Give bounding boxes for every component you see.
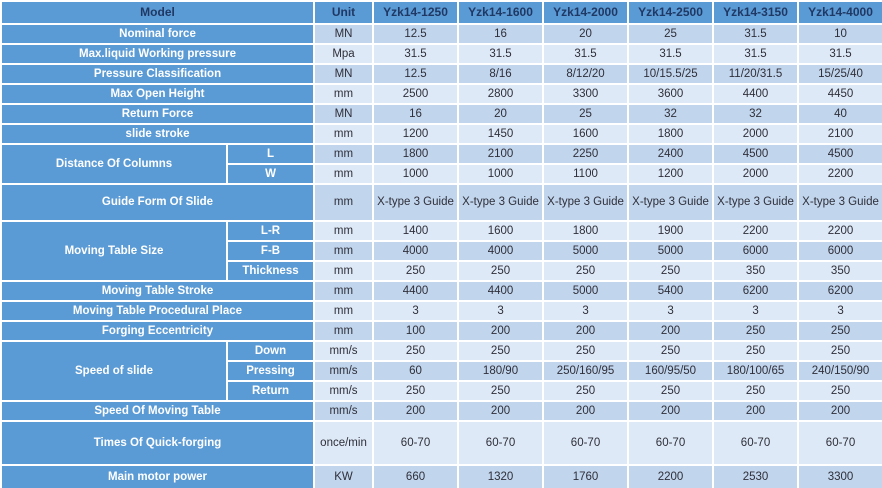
unit-cell: mm xyxy=(314,241,373,261)
value-cell: 6200 xyxy=(798,281,882,301)
value-cell: 250 xyxy=(713,321,798,341)
value-cell: 200 xyxy=(458,321,543,341)
table-header xyxy=(1,1,882,24)
value-cell: 60-70 xyxy=(628,421,713,465)
value-cell: X-type 3 Guide xyxy=(543,184,628,221)
table-row xyxy=(1,144,882,164)
value-cell: 40 xyxy=(798,104,882,124)
value-cell: 250/160/95 xyxy=(543,361,628,381)
value-cell: 1800 xyxy=(373,144,458,164)
value-cell: 1600 xyxy=(458,221,543,241)
column-header-yzk14-1600: Yzk14-1600 xyxy=(458,1,543,24)
value-cell: 250 xyxy=(543,381,628,401)
value-cell: 1900 xyxy=(628,221,713,241)
table-row xyxy=(1,281,882,301)
value-cell: 5400 xyxy=(628,281,713,301)
value-cell: 60-70 xyxy=(713,421,798,465)
unit-cell: mm xyxy=(314,261,373,281)
value-cell: 250 xyxy=(713,341,798,361)
value-cell: 60-70 xyxy=(543,421,628,465)
value-cell: 1800 xyxy=(628,124,713,144)
value-cell: 2200 xyxy=(713,221,798,241)
table-row xyxy=(1,221,882,241)
row-label: Max Open Height xyxy=(1,84,314,104)
value-cell: 32 xyxy=(713,104,798,124)
row-group-label: Distance Of Columns xyxy=(1,144,227,184)
value-cell: 5000 xyxy=(628,241,713,261)
value-cell: 60 xyxy=(373,361,458,381)
value-cell: 250 xyxy=(458,261,543,281)
value-cell: 3300 xyxy=(798,465,882,488)
table-row xyxy=(1,24,882,44)
unit-cell: mm xyxy=(314,221,373,241)
value-cell: 10 xyxy=(798,24,882,44)
value-cell: 31.5 xyxy=(713,44,798,64)
value-cell: 250 xyxy=(373,341,458,361)
value-cell: 31.5 xyxy=(458,44,543,64)
value-cell: 250 xyxy=(458,381,543,401)
value-cell: 60-70 xyxy=(798,421,882,465)
value-cell: 11/20/31.5 xyxy=(713,64,798,84)
value-cell: 160/95/50 xyxy=(628,361,713,381)
value-cell: 200 xyxy=(543,321,628,341)
column-header-yzk14-2500: Yzk14-2500 xyxy=(628,1,713,24)
row-label: Max.liquid Working pressure xyxy=(1,44,314,64)
value-cell: 200 xyxy=(458,401,543,421)
row-sublabel: Thickness xyxy=(227,261,314,281)
value-cell: 2100 xyxy=(798,124,882,144)
value-cell: 3 xyxy=(798,301,882,321)
value-cell: 4000 xyxy=(373,241,458,261)
table-row xyxy=(1,104,882,124)
header-row xyxy=(1,1,882,24)
value-cell: 1760 xyxy=(543,465,628,488)
value-cell: 250 xyxy=(373,261,458,281)
row-label: Forging Eccentricity xyxy=(1,321,314,341)
value-cell: 15/25/40 xyxy=(798,64,882,84)
row-label: slide stroke xyxy=(1,124,314,144)
table-row xyxy=(1,465,882,488)
value-cell: 250 xyxy=(373,381,458,401)
model-header-cell: Model xyxy=(1,1,314,24)
value-cell: 180/90 xyxy=(458,361,543,381)
value-cell: 660 xyxy=(373,465,458,488)
column-header-yzk14-2000: Yzk14-2000 xyxy=(543,1,628,24)
value-cell: 200 xyxy=(628,321,713,341)
value-cell: 2800 xyxy=(458,84,543,104)
table-body xyxy=(1,24,882,488)
unit-cell: mm xyxy=(314,184,373,221)
value-cell: 3 xyxy=(458,301,543,321)
unit-cell: KW xyxy=(314,465,373,488)
value-cell: 4000 xyxy=(458,241,543,261)
value-cell: 200 xyxy=(373,401,458,421)
value-cell: 250 xyxy=(458,341,543,361)
unit-cell: mm xyxy=(314,144,373,164)
unit-cell: MN xyxy=(314,104,373,124)
column-header-yzk14-4000: Yzk14-4000 xyxy=(798,1,882,24)
value-cell: 1800 xyxy=(543,221,628,241)
unit-cell: mm/s xyxy=(314,401,373,421)
value-cell: 2530 xyxy=(713,465,798,488)
value-cell: 12.5 xyxy=(373,24,458,44)
value-cell: 350 xyxy=(713,261,798,281)
unit-cell: mm/s xyxy=(314,341,373,361)
table-row xyxy=(1,341,882,361)
value-cell: X-type 3 Guide xyxy=(713,184,798,221)
value-cell: 3 xyxy=(713,301,798,321)
value-cell: X-type 3 Guide xyxy=(628,184,713,221)
value-cell: 25 xyxy=(543,104,628,124)
value-cell: 1100 xyxy=(543,164,628,184)
value-cell: 6200 xyxy=(713,281,798,301)
value-cell: 31.5 xyxy=(373,44,458,64)
value-cell: 4400 xyxy=(373,281,458,301)
row-label: Moving Table Procedural Place xyxy=(1,301,314,321)
value-cell: 200 xyxy=(798,401,882,421)
value-cell: 4450 xyxy=(798,84,882,104)
unit-cell: once/min xyxy=(314,421,373,465)
unit-cell: mm/s xyxy=(314,361,373,381)
value-cell: 2100 xyxy=(458,144,543,164)
value-cell: 1320 xyxy=(458,465,543,488)
value-cell: 8/12/20 xyxy=(543,64,628,84)
value-cell: 2500 xyxy=(373,84,458,104)
value-cell: 1200 xyxy=(373,124,458,144)
value-cell: 3 xyxy=(628,301,713,321)
value-cell: 1000 xyxy=(373,164,458,184)
value-cell: 180/100/65 xyxy=(713,361,798,381)
row-sublabel: Down xyxy=(227,341,314,361)
unit-cell: MN xyxy=(314,24,373,44)
table-row xyxy=(1,84,882,104)
table-row xyxy=(1,321,882,341)
value-cell: 250 xyxy=(628,381,713,401)
unit-cell: Mpa xyxy=(314,44,373,64)
unit-cell: mm xyxy=(314,84,373,104)
value-cell: 5000 xyxy=(543,241,628,261)
value-cell: 31.5 xyxy=(628,44,713,64)
table-row xyxy=(1,64,882,84)
value-cell: 1200 xyxy=(628,164,713,184)
value-cell: X-type 3 Guide xyxy=(798,184,882,221)
value-cell: 2250 xyxy=(543,144,628,164)
value-cell: 2200 xyxy=(798,221,882,241)
row-label: Main motor power xyxy=(1,465,314,488)
table-row xyxy=(1,124,882,144)
value-cell: 10/15.5/25 xyxy=(628,64,713,84)
row-sublabel: L-R xyxy=(227,221,314,241)
table-row xyxy=(1,401,882,421)
unit-cell: mm xyxy=(314,321,373,341)
value-cell: 4400 xyxy=(458,281,543,301)
table-row xyxy=(1,184,882,221)
column-header-yzk14-1250: Yzk14-1250 xyxy=(373,1,458,24)
row-group-label: Moving Table Size xyxy=(1,221,227,281)
row-sublabel: L xyxy=(227,144,314,164)
unit-cell: mm/s xyxy=(314,381,373,401)
value-cell: 250 xyxy=(713,381,798,401)
value-cell: 16 xyxy=(458,24,543,44)
value-cell: 4500 xyxy=(798,144,882,164)
row-sublabel: W xyxy=(227,164,314,184)
value-cell: 4500 xyxy=(713,144,798,164)
value-cell: 250 xyxy=(628,341,713,361)
value-cell: 350 xyxy=(798,261,882,281)
value-cell: 3600 xyxy=(628,84,713,104)
value-cell: 5000 xyxy=(543,281,628,301)
row-sublabel: Pressing xyxy=(227,361,314,381)
value-cell: X-type 3 Guide xyxy=(373,184,458,221)
value-cell: 2200 xyxy=(798,164,882,184)
value-cell: 3 xyxy=(373,301,458,321)
value-cell: 200 xyxy=(628,401,713,421)
value-cell: 250 xyxy=(798,341,882,361)
value-cell: 250 xyxy=(628,261,713,281)
value-cell: 2000 xyxy=(713,124,798,144)
unit-cell: mm xyxy=(314,301,373,321)
value-cell: 16 xyxy=(373,104,458,124)
value-cell: 8/16 xyxy=(458,64,543,84)
value-cell: 32 xyxy=(628,104,713,124)
value-cell: 250 xyxy=(543,341,628,361)
value-cell: 200 xyxy=(543,401,628,421)
value-cell: 200 xyxy=(713,401,798,421)
value-cell: 2000 xyxy=(713,164,798,184)
value-cell: 250 xyxy=(798,381,882,401)
table-row xyxy=(1,421,882,465)
value-cell: 1400 xyxy=(373,221,458,241)
unit-header-cell: Unit xyxy=(314,1,373,24)
value-cell: 20 xyxy=(543,24,628,44)
value-cell: 2400 xyxy=(628,144,713,164)
value-cell: 1600 xyxy=(543,124,628,144)
value-cell: 31.5 xyxy=(713,24,798,44)
value-cell: 25 xyxy=(628,24,713,44)
value-cell: 60-70 xyxy=(458,421,543,465)
row-sublabel: Return xyxy=(227,381,314,401)
value-cell: 31.5 xyxy=(798,44,882,64)
value-cell: 240/150/90 xyxy=(798,361,882,381)
value-cell: 6000 xyxy=(798,241,882,261)
value-cell: 1450 xyxy=(458,124,543,144)
value-cell: 6000 xyxy=(713,241,798,261)
value-cell: 250 xyxy=(543,261,628,281)
row-label: Moving Table Stroke xyxy=(1,281,314,301)
table-row xyxy=(1,301,882,321)
value-cell: 4400 xyxy=(713,84,798,104)
unit-cell: mm xyxy=(314,124,373,144)
row-label: Nominal force xyxy=(1,24,314,44)
row-label: Pressure Classification xyxy=(1,64,314,84)
table-row xyxy=(1,44,882,64)
value-cell: 3300 xyxy=(543,84,628,104)
value-cell: 2200 xyxy=(628,465,713,488)
value-cell: 60-70 xyxy=(373,421,458,465)
column-header-yzk14-3150: Yzk14-3150 xyxy=(713,1,798,24)
value-cell: 3 xyxy=(543,301,628,321)
row-sublabel: F-B xyxy=(227,241,314,261)
value-cell: 31.5 xyxy=(543,44,628,64)
row-label: Guide Form Of Slide xyxy=(1,184,314,221)
unit-cell: MN xyxy=(314,64,373,84)
unit-cell: mm xyxy=(314,281,373,301)
unit-cell: mm xyxy=(314,164,373,184)
value-cell: X-type 3 Guide xyxy=(458,184,543,221)
value-cell: 100 xyxy=(373,321,458,341)
row-label: Times Of Quick-forging xyxy=(1,421,314,465)
value-cell: 1000 xyxy=(458,164,543,184)
value-cell: 12.5 xyxy=(373,64,458,84)
row-label: Return Force xyxy=(1,104,314,124)
row-label: Speed Of Moving Table xyxy=(1,401,314,421)
value-cell: 250 xyxy=(798,321,882,341)
row-group-label: Speed of slide xyxy=(1,341,227,401)
value-cell: 20 xyxy=(458,104,543,124)
